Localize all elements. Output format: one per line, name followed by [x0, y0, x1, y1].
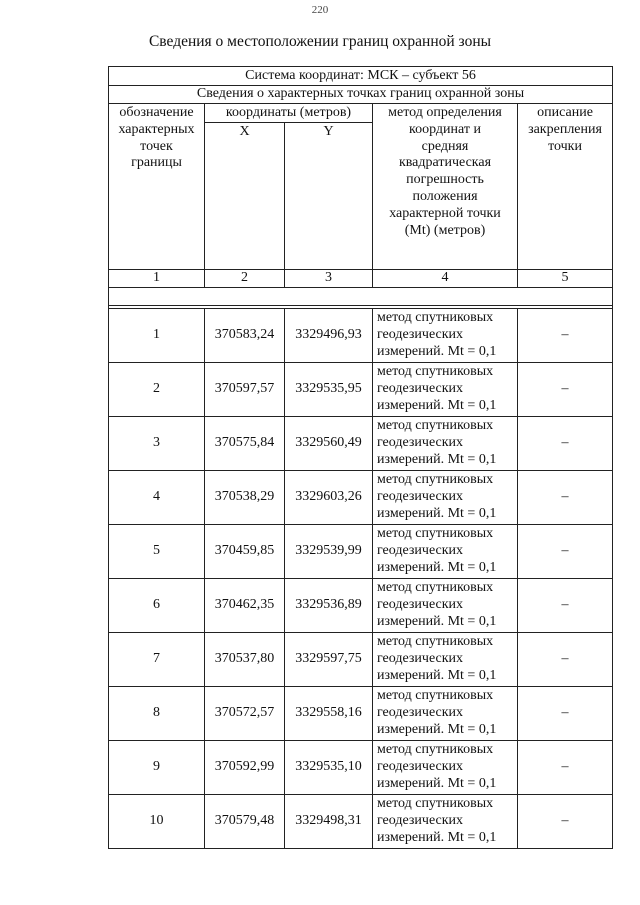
point-id-cell: 6 [109, 579, 205, 633]
method-line: метод спутниковых [377, 472, 494, 488]
header-method-line: погрешность [406, 172, 484, 188]
header-x: X [205, 123, 285, 270]
column-number: 5 [518, 270, 613, 288]
header-coordinates-label: координаты (метров) [205, 104, 373, 123]
description-cell: – [518, 741, 613, 795]
x-coordinate-cell: 370462,35 [205, 579, 285, 633]
column-number: 3 [285, 270, 373, 288]
method-cell [373, 687, 518, 741]
x-coordinate-cell: 370583,24 [205, 309, 285, 363]
method-line: геодезических [377, 813, 464, 829]
header-method-line: метод определения [388, 105, 502, 120]
y-coordinate-cell: 3329536,89 [285, 579, 373, 633]
y-coordinate-cell: 3329539,99 [285, 525, 373, 579]
method-line: геодезических [377, 597, 464, 613]
method-cell [373, 525, 518, 579]
x-coordinate-cell: 370572,57 [205, 687, 285, 741]
point-id-cell: 4 [109, 471, 205, 525]
method-line: метод спутниковых [377, 634, 494, 650]
table-row [109, 687, 613, 741]
method-line: метод спутниковых [377, 580, 494, 596]
column-number: 4 [373, 270, 518, 288]
column-number: 2 [205, 270, 285, 288]
y-coordinate-cell: 3329498,31 [285, 795, 373, 849]
description-cell: – [518, 363, 613, 417]
x-coordinate-cell: 370459,85 [205, 525, 285, 579]
x-coordinate-cell: 370537,80 [205, 633, 285, 687]
method-cell [373, 741, 518, 795]
method-line: геодезических [377, 489, 464, 505]
method-line: геодезических [377, 327, 464, 343]
method-cell [373, 417, 518, 471]
method-line: измерений. Mt = 0,1 [377, 505, 497, 521]
method-cell [373, 309, 518, 363]
method-line: метод спутниковых [377, 364, 494, 380]
point-id-cell: 10 [109, 795, 205, 849]
coordinate-system-cell: Система координат: МСК – субъект 56 [109, 67, 613, 86]
point-id-cell: 9 [109, 741, 205, 795]
method-line: метод спутниковых [377, 526, 494, 542]
y-coordinate-cell: 3329496,93 [285, 309, 373, 363]
method-line: измерений. Mt = 0,1 [377, 775, 497, 791]
point-id-cell: 7 [109, 633, 205, 687]
x-coordinate-cell: 370592,99 [205, 741, 285, 795]
page-title: Сведения о местоположении границ охранной зоны [148, 33, 492, 50]
description-cell: – [518, 471, 613, 525]
description-cell: – [518, 687, 613, 741]
header-point-line: границы [131, 155, 182, 171]
x-coordinate-cell: 370597,57 [205, 363, 285, 417]
header-method-line: характерной точки [389, 205, 501, 221]
point-id-cell: 1 [109, 309, 205, 363]
description-cell: – [518, 633, 613, 687]
table-row [109, 633, 613, 687]
header-desc-line: точки [548, 138, 582, 154]
method-cell [373, 795, 518, 849]
method-cell [373, 579, 518, 633]
method-line: геодезических [377, 705, 464, 721]
boundary-points-table [108, 66, 613, 849]
empty-row [109, 288, 613, 306]
table-row [109, 471, 613, 525]
method-line: метод спутниковых [377, 688, 494, 704]
header-method-label [373, 104, 518, 270]
method-line: измерений. Mt = 0,1 [377, 829, 497, 845]
table-row [109, 795, 613, 849]
table-row [109, 579, 613, 633]
method-line: метод спутниковых [377, 796, 494, 812]
header-point-line: характерных [118, 121, 195, 137]
description-cell: – [518, 309, 613, 363]
y-coordinate-cell: 3329597,75 [285, 633, 373, 687]
method-line: геодезических [377, 381, 464, 397]
table-row [109, 525, 613, 579]
method-line: геодезических [377, 435, 464, 451]
y-coordinate-cell: 3329535,95 [285, 363, 373, 417]
method-cell [373, 471, 518, 525]
point-id-cell: 8 [109, 687, 205, 741]
header-method-line: средняя [421, 138, 469, 154]
method-line: измерений. Mt = 0,1 [377, 343, 497, 359]
table-row [109, 363, 613, 417]
description-cell: – [518, 795, 613, 849]
method-line: измерений. Mt = 0,1 [377, 559, 497, 575]
header-desc-line: закрепления [528, 121, 602, 137]
method-line: геодезических [377, 759, 464, 775]
x-coordinate-cell: 370579,48 [205, 795, 285, 849]
point-id-cell: 3 [109, 417, 205, 471]
point-id-cell: 2 [109, 363, 205, 417]
y-coordinate-cell: 3329560,49 [285, 417, 373, 471]
method-line: измерений. Mt = 0,1 [377, 721, 497, 737]
method-line: измерений. Mt = 0,1 [377, 667, 497, 683]
header-description-label [518, 104, 613, 270]
description-cell: – [518, 579, 613, 633]
table-row [109, 417, 613, 471]
method-line: измерений. Mt = 0,1 [377, 397, 497, 413]
method-line: геодезических [377, 651, 464, 667]
x-coordinate-cell: 370575,84 [205, 417, 285, 471]
x-coordinate-cell: 370538,29 [205, 471, 285, 525]
header-y: Y [285, 123, 373, 270]
y-coordinate-cell: 3329603,26 [285, 471, 373, 525]
method-cell [373, 633, 518, 687]
header-point-line: точек [140, 138, 173, 154]
table-row [109, 741, 613, 795]
column-number: 1 [109, 270, 205, 288]
method-line: метод спутниковых [377, 418, 494, 434]
description-cell: – [518, 417, 613, 471]
method-line: измерений. Mt = 0,1 [377, 613, 497, 629]
page-number: 220 [311, 4, 329, 16]
method-line: метод спутниковых [377, 310, 494, 326]
header-method-line: (Mt) (метров) [404, 222, 486, 238]
method-line: измерений. Mt = 0,1 [377, 451, 497, 467]
header-method-line: положения [412, 188, 478, 204]
header-point-label [109, 104, 205, 270]
method-line: метод спутниковых [377, 742, 494, 758]
table-caption-cell: Сведения о характерных точках границ охранной зоны [109, 86, 613, 104]
header-method-line: квадратическая [398, 155, 492, 171]
table-row [109, 309, 613, 363]
header-method-line: координат и [409, 121, 481, 137]
y-coordinate-cell: 3329558,16 [285, 687, 373, 741]
point-id-cell: 5 [109, 525, 205, 579]
method-line: геодезических [377, 543, 464, 559]
header-desc-line: описание [537, 105, 593, 120]
method-cell [373, 363, 518, 417]
y-coordinate-cell: 3329535,10 [285, 741, 373, 795]
header-point-line: обозначение [119, 105, 194, 120]
description-cell: – [518, 525, 613, 579]
